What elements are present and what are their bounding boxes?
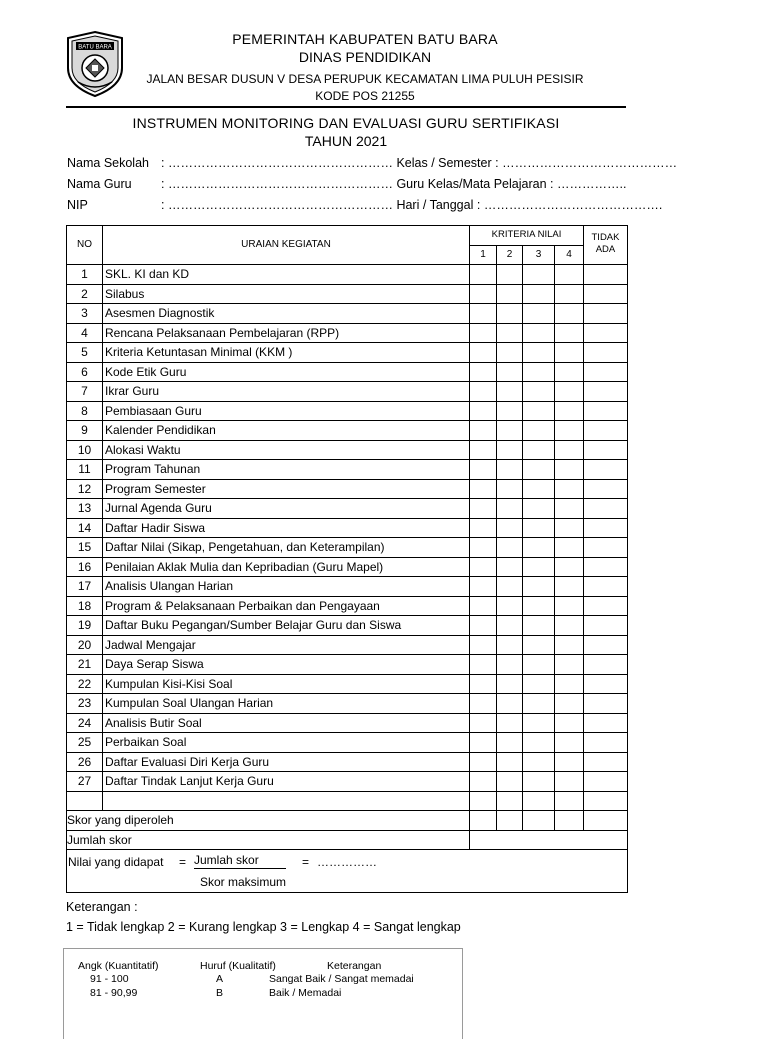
- label-nama-sekolah: Nama Sekolah: [67, 156, 149, 170]
- row-activity: Program Semester: [103, 479, 470, 499]
- score-cell-3[interactable]: [523, 772, 555, 792]
- score-cell-2[interactable]: [497, 265, 523, 285]
- score-cell-2[interactable]: [497, 577, 523, 597]
- score-cell-2[interactable]: [497, 440, 523, 460]
- row-activity: Program Tahunan: [103, 460, 470, 480]
- score-cell-tidak-ada[interactable]: [584, 694, 628, 714]
- score-cell-2[interactable]: [497, 343, 523, 363]
- score-cell-4[interactable]: [555, 343, 584, 363]
- score-cell-2[interactable]: [497, 538, 523, 558]
- header-kriteria-nilai: KRITERIA NILAI: [470, 226, 584, 246]
- score-cell-3[interactable]: [523, 479, 555, 499]
- score-cell-tidak-ada[interactable]: [584, 401, 628, 421]
- row-activity: Analisis Ulangan Harian: [103, 577, 470, 597]
- score-cell-tidak-ada[interactable]: [584, 616, 628, 636]
- score-cell-2[interactable]: [497, 713, 523, 733]
- row-number: 4: [67, 323, 103, 343]
- score-cell-4[interactable]: [555, 460, 584, 480]
- score-cell-4[interactable]: [555, 265, 584, 285]
- row-number: 3: [67, 304, 103, 324]
- row-activity: Daftar Tindak Lanjut Kerja Guru: [103, 772, 470, 792]
- score-cell-4[interactable]: [555, 382, 584, 402]
- field-nilai-result[interactable]: ……………: [317, 855, 377, 869]
- table-row: [67, 382, 628, 402]
- table-row: [67, 577, 628, 597]
- score-cell-2[interactable]: [497, 362, 523, 382]
- score-cell-1[interactable]: [470, 557, 497, 577]
- label-jumlah-skor: Jumlah skor: [67, 830, 470, 850]
- score-cell-3[interactable]: [523, 655, 555, 675]
- table-row: [67, 635, 628, 655]
- letterhead-postal-code: KODE POS 21255: [315, 89, 415, 103]
- row-activity: Kode Etik Guru: [103, 362, 470, 382]
- row-number: 18: [67, 596, 103, 616]
- score-cell-3[interactable]: [523, 596, 555, 616]
- header-uraian: URAIAN KEGIATAN: [103, 226, 470, 265]
- score-cell-2[interactable]: [497, 733, 523, 753]
- score-cell-4[interactable]: [555, 557, 584, 577]
- score-cell-tidak-ada[interactable]: [584, 674, 628, 694]
- row-activity: Daftar Buku Pegangan/Sumber Belajar Guru dan Siswa: [103, 616, 470, 636]
- table-row: [67, 557, 628, 577]
- score-cell-1[interactable]: [470, 265, 497, 285]
- table-row: [67, 440, 628, 460]
- score-cell-1[interactable]: [470, 674, 497, 694]
- score-cell-tidak-ada[interactable]: [584, 440, 628, 460]
- score-cell-2[interactable]: [497, 772, 523, 792]
- score-cell-2[interactable]: [497, 674, 523, 694]
- row-number: 6: [67, 362, 103, 382]
- score-cell-2[interactable]: [497, 460, 523, 480]
- row-activity: Daftar Hadir Siswa: [103, 518, 470, 538]
- batu-bara-emblem-icon: [64, 30, 126, 98]
- grade-range: 81 - 90,99: [90, 987, 138, 999]
- score-cell-1[interactable]: [470, 616, 497, 636]
- score-cell-4[interactable]: [555, 323, 584, 343]
- score-cell-2[interactable]: [497, 694, 523, 714]
- score-cell-1[interactable]: [470, 577, 497, 597]
- document-year: TAHUN 2021: [304, 133, 388, 149]
- score-cell-3[interactable]: [523, 577, 555, 597]
- row-activity: Daftar Evaluasi Diri Kerja Guru: [103, 752, 470, 772]
- score-cell-4[interactable]: [555, 284, 584, 304]
- score-cell-4[interactable]: [555, 616, 584, 636]
- header-kriteria-1: 1: [470, 245, 497, 265]
- grade-letter: B: [216, 987, 224, 999]
- score-cell-2[interactable]: [497, 323, 523, 343]
- row-number: 26: [67, 752, 103, 772]
- header-kriteria-3: 3: [523, 245, 555, 265]
- table-row: [67, 265, 628, 285]
- grade-header-huruf: Huruf (Kualitatif): [200, 960, 276, 972]
- score-cell-2[interactable]: [497, 616, 523, 636]
- row-number: 25: [67, 733, 103, 753]
- table-row: [67, 596, 628, 616]
- score-cell-4[interactable]: [555, 635, 584, 655]
- table-row: [67, 421, 628, 441]
- score-cell-tidak-ada[interactable]: [584, 752, 628, 772]
- score-cell-3[interactable]: [523, 752, 555, 772]
- score-cell-3[interactable]: [523, 323, 555, 343]
- score-cell-1[interactable]: [470, 499, 497, 519]
- table-row: [67, 401, 628, 421]
- header-kriteria-2: 2: [497, 245, 523, 265]
- field-guru-kelas[interactable]: ……………..: [557, 177, 627, 191]
- score-cell-4[interactable]: [555, 401, 584, 421]
- score-cell-2[interactable]: [497, 499, 523, 519]
- score-cell-tidak-ada[interactable]: [584, 382, 628, 402]
- row-activity: Perbaikan Soal: [103, 733, 470, 753]
- score-cell-1[interactable]: [470, 382, 497, 402]
- score-cell-4[interactable]: [555, 538, 584, 558]
- score-cell-3[interactable]: [523, 460, 555, 480]
- letterhead-line-2: DINAS PENDIDIKAN: [298, 49, 432, 65]
- score-cell-2[interactable]: [497, 557, 523, 577]
- identity-row-school: Nama Sekolah : ……………………………………………… Kelas / Semester : ……………………………………: [67, 156, 678, 170]
- row-number: 7: [67, 382, 103, 402]
- row-activity: SKL. KI dan KD: [103, 265, 470, 285]
- score-cell-2[interactable]: [497, 635, 523, 655]
- row-number: 12: [67, 479, 103, 499]
- score-cell-1[interactable]: [470, 635, 497, 655]
- row-number: 23: [67, 694, 103, 714]
- score-cell-3[interactable]: [523, 421, 555, 441]
- score-cell-4[interactable]: [555, 440, 584, 460]
- score-cell-1[interactable]: [470, 772, 497, 792]
- score-cell-2[interactable]: [497, 401, 523, 421]
- evaluation-table: [66, 225, 628, 893]
- row-number: 16: [67, 557, 103, 577]
- score-cell-4[interactable]: [555, 674, 584, 694]
- identity-row-nip: NIP : ……………………………………………… Hari / Tanggal : …………………………………….: [67, 198, 663, 212]
- field-jumlah-skor[interactable]: [470, 830, 628, 850]
- row-number: 21: [67, 655, 103, 675]
- row-number: 27: [67, 772, 103, 792]
- score-cell-3[interactable]: [523, 304, 555, 324]
- score-cell-tidak-ada[interactable]: [584, 635, 628, 655]
- row-number: 9: [67, 421, 103, 441]
- score-cell-1[interactable]: [470, 655, 497, 675]
- row-nilai: Nilai yang didapat = Jumlah skor = …………… Skor maksimum: [67, 850, 628, 893]
- score-cell-4[interactable]: [555, 421, 584, 441]
- identity-row-teacher: Nama Guru : ……………………………………………… Guru Kelas/Mata Pelajaran : ……………..: [67, 177, 627, 191]
- field-nama-sekolah[interactable]: ………………………………………………: [167, 156, 393, 170]
- table-row: [67, 284, 628, 304]
- score-cell-1[interactable]: [470, 733, 497, 753]
- row-number: 2: [67, 284, 103, 304]
- score-cell-tidak-ada[interactable]: [584, 538, 628, 558]
- letterhead-line-1: PEMERINTAH KABUPATEN BATU BARA: [232, 31, 498, 47]
- score-cell-tidak-ada[interactable]: [584, 713, 628, 733]
- score-cell-tidak-ada[interactable]: [584, 479, 628, 499]
- score-cell-tidak-ada[interactable]: [584, 343, 628, 363]
- label-kelas-semester: Kelas / Semester: [396, 156, 492, 170]
- row-number: 5: [67, 343, 103, 363]
- score-cell-1[interactable]: [470, 518, 497, 538]
- score-cell-3[interactable]: [523, 713, 555, 733]
- score-cell-1[interactable]: [470, 323, 497, 343]
- grade-header-angka: Angk (Kuantitatif): [78, 960, 159, 972]
- score-cell-1[interactable]: [470, 421, 497, 441]
- score-cell-3[interactable]: [523, 694, 555, 714]
- header-kriteria-4: 4: [555, 245, 584, 265]
- score-cell-4[interactable]: [555, 499, 584, 519]
- score-cell-3[interactable]: [523, 616, 555, 636]
- row-number: 1: [67, 265, 103, 285]
- grade-description: Sangat Baik / Sangat memadai: [269, 973, 414, 985]
- score-cell-3[interactable]: [523, 635, 555, 655]
- score-cell-2[interactable]: [497, 655, 523, 675]
- label-nilai-didapat: Nilai yang didapat: [68, 855, 164, 869]
- score-cell-2[interactable]: [497, 518, 523, 538]
- score-cell-tidak-ada[interactable]: [584, 655, 628, 675]
- table-row: [67, 752, 628, 772]
- score-cell-4[interactable]: [555, 596, 584, 616]
- row-activity: Penilaian Aklak Mulia dan Kepribadian (Guru Mapel): [103, 557, 470, 577]
- score-cell-1[interactable]: [470, 596, 497, 616]
- row-number: 10: [67, 440, 103, 460]
- score-cell-1[interactable]: [470, 343, 497, 363]
- score-cell-3[interactable]: [523, 284, 555, 304]
- table-row: [67, 518, 628, 538]
- svg-text:BATU BARA: BATU BARA: [78, 44, 112, 51]
- table-row: [67, 323, 628, 343]
- table-row: [67, 538, 628, 558]
- grade-header-keterangan: Keterangan: [327, 960, 382, 972]
- score-cell-tidak-ada[interactable]: [584, 557, 628, 577]
- score-cell-1[interactable]: [470, 304, 497, 324]
- score-cell-tidak-ada[interactable]: [584, 362, 628, 382]
- row-activity: Alokasi Waktu: [103, 440, 470, 460]
- row-activity: Program & Pelaksanaan Perbaikan dan Pengayaan: [103, 596, 470, 616]
- score-cell-1[interactable]: [470, 401, 497, 421]
- score-cell-1[interactable]: [470, 752, 497, 772]
- row-number: 22: [67, 674, 103, 694]
- table-row: [67, 713, 628, 733]
- score-cell-3[interactable]: [523, 538, 555, 558]
- row-activity: Pembiasaan Guru: [103, 401, 470, 421]
- score-cell-tidak-ada[interactable]: [584, 284, 628, 304]
- letterhead-address: JALAN BESAR DUSUN V DESA PERUPUK KECAMATAN LIMA PULUH PESISIR: [146, 72, 584, 86]
- score-cell-tidak-ada[interactable]: [584, 499, 628, 519]
- score-cell-3[interactable]: [523, 362, 555, 382]
- score-cell-tidak-ada[interactable]: [584, 733, 628, 753]
- score-cell-4[interactable]: [555, 479, 584, 499]
- row-number: 13: [67, 499, 103, 519]
- score-cell-2[interactable]: [497, 382, 523, 402]
- score-cell-2[interactable]: [497, 596, 523, 616]
- row-number: 14: [67, 518, 103, 538]
- score-cell-3[interactable]: [523, 343, 555, 363]
- score-cell-1[interactable]: [470, 284, 497, 304]
- score-cell-2[interactable]: [497, 479, 523, 499]
- row-activity: Asesmen Diagnostik: [103, 304, 470, 324]
- row-activity: Jadwal Mengajar: [103, 635, 470, 655]
- score-cell-2[interactable]: [497, 752, 523, 772]
- score-cell-3[interactable]: [523, 382, 555, 402]
- score-cell-tidak-ada[interactable]: [584, 518, 628, 538]
- row-activity: Daya Serap Siswa: [103, 655, 470, 675]
- table-row: [67, 460, 628, 480]
- row-number: 17: [67, 577, 103, 597]
- score-cell-4[interactable]: [555, 577, 584, 597]
- score-cell-2[interactable]: [497, 421, 523, 441]
- evaluation-table-body: [67, 265, 628, 893]
- row-number: 24: [67, 713, 103, 733]
- row-number: 11: [67, 460, 103, 480]
- table-row: [67, 772, 628, 792]
- field-kelas-semester[interactable]: ……………………………………: [502, 156, 678, 170]
- row-activity: Kumpulan Kisi-Kisi Soal: [103, 674, 470, 694]
- keterangan-legend: 1 = Tidak lengkap 2 = Kurang lengkap 3 = Lengkap 4 = Sangat lengkap: [66, 920, 461, 934]
- formula-denominator: Skor maksimum: [200, 875, 287, 889]
- score-cell-3[interactable]: [523, 401, 555, 421]
- score-cell-tidak-ada[interactable]: [584, 304, 628, 324]
- row-number: 15: [67, 538, 103, 558]
- grade-description: Baik / Memadai: [269, 987, 342, 999]
- score-cell-1[interactable]: [470, 362, 497, 382]
- score-cell-1[interactable]: [470, 694, 497, 714]
- score-cell-tidak-ada[interactable]: [584, 421, 628, 441]
- table-row-empty: [67, 791, 628, 811]
- row-activity: Rencana Pelaksanaan Pembelajaran (RPP): [103, 323, 470, 343]
- table-row: [67, 499, 628, 519]
- score-cell-tidak-ada[interactable]: [584, 460, 628, 480]
- score-cell-4[interactable]: [555, 518, 584, 538]
- table-row: [67, 655, 628, 675]
- table-row: [67, 304, 628, 324]
- label-nip: NIP: [67, 198, 88, 212]
- table-row: [67, 694, 628, 714]
- row-number: 19: [67, 616, 103, 636]
- score-cell-tidak-ada[interactable]: [584, 577, 628, 597]
- score-cell-1[interactable]: [470, 538, 497, 558]
- score-cell-4[interactable]: [555, 772, 584, 792]
- row-activity: Jurnal Agenda Guru: [103, 499, 470, 519]
- label-nama-guru: Nama Guru: [67, 177, 132, 191]
- letterhead-divider: [66, 106, 626, 108]
- table-row: [67, 479, 628, 499]
- score-cell-3[interactable]: [523, 265, 555, 285]
- row-number: 8: [67, 401, 103, 421]
- score-cell-1[interactable]: [470, 479, 497, 499]
- score-cell-4[interactable]: [555, 304, 584, 324]
- grade-range: 91 - 100: [90, 973, 129, 985]
- score-cell-4[interactable]: [555, 694, 584, 714]
- row-activity: Kriteria Ketuntasan Minimal (KKM ): [103, 343, 470, 363]
- score-cell-4[interactable]: [555, 733, 584, 753]
- document-title: INSTRUMEN MONITORING DAN EVALUASI GURU SERTIFIKASI: [132, 115, 560, 131]
- table-row: [67, 674, 628, 694]
- field-nip[interactable]: ………………………………………………: [167, 198, 393, 212]
- score-cell-2[interactable]: [497, 284, 523, 304]
- score-cell-4[interactable]: [555, 713, 584, 733]
- label-guru-kelas: Guru Kelas/Mata Pelajaran: [396, 177, 547, 191]
- score-cell-tidak-ada[interactable]: [584, 265, 628, 285]
- row-activity: Analisis Butir Soal: [103, 713, 470, 733]
- header-tidak-ada: TIDAK ADA: [584, 226, 628, 265]
- table-row: [67, 362, 628, 382]
- score-cell-4[interactable]: [555, 362, 584, 382]
- row-activity: Ikrar Guru: [103, 382, 470, 402]
- score-cell-1[interactable]: [470, 713, 497, 733]
- row-activity: Silabus: [103, 284, 470, 304]
- row-activity: Kalender Pendidikan: [103, 421, 470, 441]
- score-cell-3[interactable]: [523, 518, 555, 538]
- table-row: [67, 733, 628, 753]
- score-cell-3[interactable]: [523, 674, 555, 694]
- row-jumlah-skor: [67, 830, 628, 850]
- score-cell-tidak-ada[interactable]: [584, 772, 628, 792]
- label-hari-tanggal: Hari / Tanggal: [396, 198, 474, 212]
- grade-scale-box: [63, 948, 463, 1039]
- score-cell-1[interactable]: [470, 460, 497, 480]
- grade-letter: A: [216, 973, 224, 985]
- keterangan-title: Keterangan :: [66, 900, 138, 914]
- score-cell-4[interactable]: [555, 752, 584, 772]
- row-number: 20: [67, 635, 103, 655]
- row-activity: Kumpulan Soal Ulangan Harian: [103, 694, 470, 714]
- score-cell-tidak-ada[interactable]: [584, 323, 628, 343]
- score-cell-1[interactable]: [470, 440, 497, 460]
- score-cell-2[interactable]: [497, 304, 523, 324]
- score-cell-4[interactable]: [555, 655, 584, 675]
- label-skor-diperoleh: Skor yang diperoleh: [67, 811, 470, 831]
- score-cell-tidak-ada[interactable]: [584, 596, 628, 616]
- formula-numerator: Jumlah skor: [194, 853, 286, 869]
- score-cell-3[interactable]: [523, 499, 555, 519]
- table-row: [67, 616, 628, 636]
- header-no: NO: [67, 226, 103, 265]
- field-hari-tanggal[interactable]: …………………………………….: [483, 198, 663, 212]
- field-nama-guru[interactable]: ………………………………………………: [167, 177, 393, 191]
- score-cell-3[interactable]: [523, 733, 555, 753]
- row-skor-diperoleh: [67, 811, 628, 831]
- table-row: [67, 343, 628, 363]
- score-cell-3[interactable]: [523, 440, 555, 460]
- score-cell-3[interactable]: [523, 557, 555, 577]
- row-activity: Daftar Nilai (Sikap, Pengetahuan, dan Keterampilan): [103, 538, 470, 558]
